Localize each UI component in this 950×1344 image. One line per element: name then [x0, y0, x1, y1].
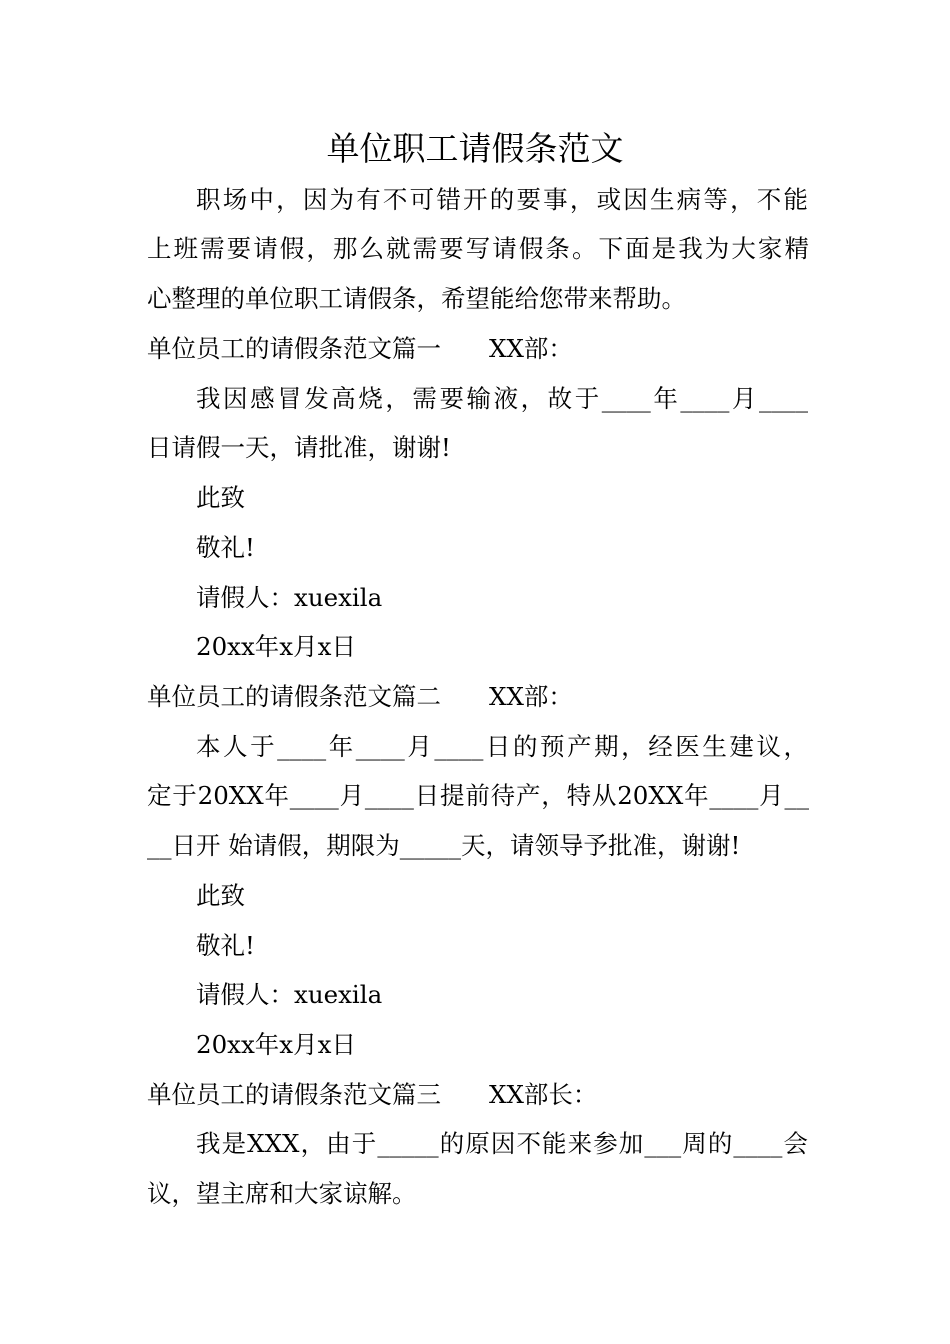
section-2-date: 20xx年x月x日 [196, 1030, 356, 1059]
section-1-closing-1: 此致 [196, 483, 245, 512]
section-1-heading: 单位员工的请假条范文篇一 [147, 334, 441, 363]
section-2-closing-2: 敬礼! [196, 931, 255, 960]
section-1-body-line-1: 我因感冒发高烧，需要输液，故于____年____月____ [196, 384, 808, 413]
section-1-signer: 请假人：xuexila [196, 583, 383, 612]
section-2-closing-1: 此致 [196, 881, 245, 910]
section-2-signer: 请假人：xuexila [196, 980, 383, 1009]
section-1-closing-2: 敬礼! [196, 533, 255, 562]
section-2-heading: 单位员工的请假条范文篇二 [147, 682, 441, 711]
document-title: 单位职工请假条范文 [326, 129, 624, 168]
section-1-date: 20xx年x月x日 [196, 632, 356, 661]
section-2-addressee: XX部： [489, 682, 573, 711]
section-3-body-line-1: 我是XXX，由于_____的原因不能来参加___周的____会 [196, 1129, 808, 1158]
section-3-heading: 单位员工的请假条范文篇三 [147, 1080, 441, 1109]
intro-line-3: 心整理的单位职工请假条，希望能给您带来帮助。 [147, 284, 686, 313]
section-2-heading-line [147, 672, 809, 722]
section-3-heading-line [147, 1070, 809, 1120]
section-2-body-line-3: __日开 始请假，期限为_____天，请领导予批准，谢谢! [147, 831, 741, 860]
section-1-body-line-2: 日请假一天，请批准，谢谢! [147, 433, 451, 462]
intro-line-2: 上班需要请假，那么就需要写请假条。下面是我为大家精 [147, 234, 809, 263]
intro-line-1: 职场中，因为有不可错开的要事，或因生病等，不能 [196, 185, 808, 214]
section-1-heading-line [147, 324, 809, 374]
section-2-body-line-1: 本人于____年____月____日的预产期，经医生建议， [196, 732, 808, 761]
section-3-body-line-2: 议，望主席和大家谅解。 [147, 1179, 417, 1208]
section-1-addressee: XX部： [489, 334, 573, 363]
section-3-addressee: XX部长： [489, 1080, 598, 1109]
section-2-body-line-2: 定于20XX年____月____日提前待产，特从20XX年____月__ [147, 781, 809, 810]
